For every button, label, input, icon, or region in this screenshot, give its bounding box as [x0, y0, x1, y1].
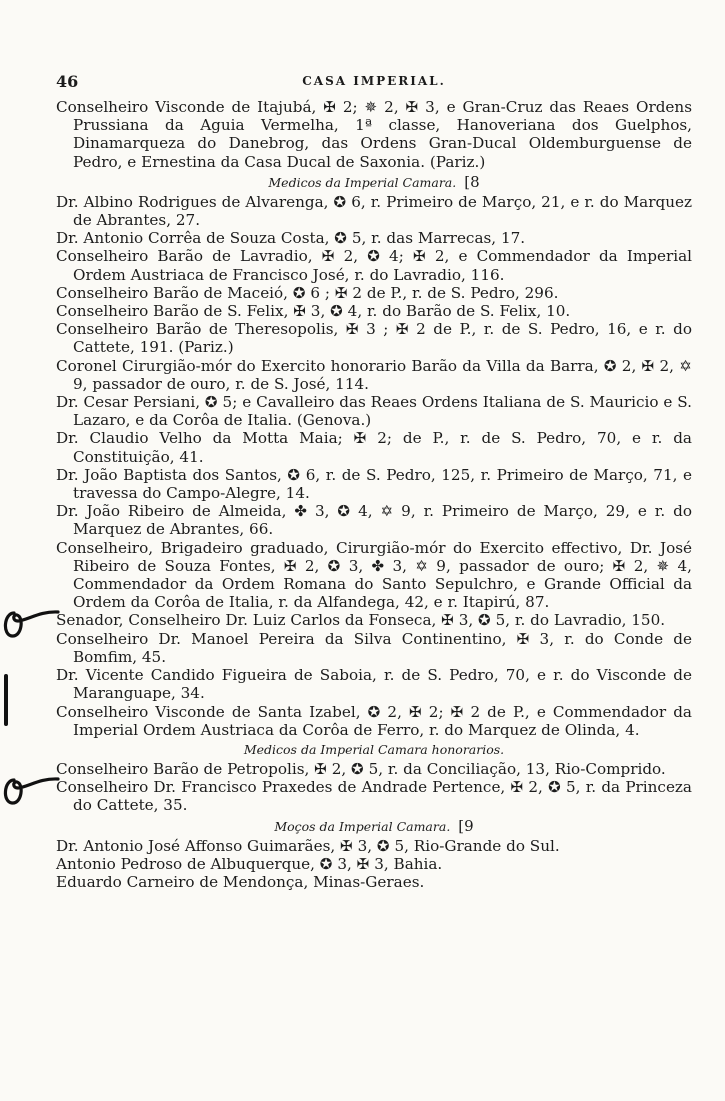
section-title: Medicos da Imperial Camara honorarios. — [243, 741, 505, 757]
entry: Conselheiro Visconde de Santa Izabel, ✪ 2, ✠ 2; ✠ 2 de P., e Commendador da Imperial Ordem Austriaca da Corôa de Ferro, r. do Marquez de Olinda, 4. — [56, 702, 692, 739]
page-number: 46 — [56, 72, 79, 91]
section-count: [9 — [458, 816, 474, 835]
entry: Dr. Cesar Persiani, ✪ 5; e Cavalleiro das Reaes Ordens Italiana de S. Mauricio e S. Lazaro, e da Corôa de Italia. (Genova.) — [56, 393, 692, 430]
entry-text: Conselheiro Dr. Francisco Praxedes de Andrade Pertence, ✠ 2, ✪ 5, r. da Princeza do Cattete, 35. — [56, 778, 692, 815]
entry-marked — [56, 778, 692, 814]
entry — [56, 666, 692, 702]
document-page — [56, 72, 692, 891]
entry: Conselheiro Barão de Theresopolis, ✠ 3 ; ✠ 2 de P., r. de S. Pedro, 16, e r. do Cattete, 191. (Pariz.) — [56, 320, 692, 357]
entry: Eduardo Carneiro de Mendonça, Minas-Geraes. — [56, 872, 425, 891]
page-header — [56, 72, 692, 98]
entry: Dr. João Ribeiro de Almeida, ✤ 3, ✪ 4, ✡ 9, r. Primeiro de Março, 29, e r. do Marquez de Abrantes, 66. — [56, 502, 692, 539]
entry: Dr. Albino Rodrigues de Alvarenga, ✪ 6, r. Primeiro de Março, 21, e r. do Marquez de Abrantes, 27. — [56, 192, 692, 230]
entry-visconde-itajuba: Conselheiro Visconde de Itajubá, ✠ 2; ✵ 2, ✠ 3, e Gran-Cruz das Reaes Ordens Prussiana da Aguia Vermelha, 1ª classe, Hanoveriana dos Guelphos, Dinamarqueza do Danebrog, das Ordens Gran-Ducal Oldemburguense de Pedro, e Ernestina da Casa Ducal de Saxonia. (Pariz.) — [56, 98, 692, 171]
entry-text: Dr. Vicente Candido Figueira de Saboia, r. de S. Pedro, 70, e r. do Visconde de Maranguape, 34. — [56, 666, 692, 703]
entry: Dr. Claudio Velho da Motta Maia; ✠ 2; de P., r. de S. Pedro, 70, e r. da Constituição, 41. — [56, 429, 692, 466]
section-heading-medicos — [56, 173, 692, 192]
entry: Dr. Antonio Corrêa de Souza Costa, ✪ 5, r. das Marrecas, 17. — [56, 229, 526, 248]
section-count: [8 — [464, 172, 480, 191]
section-heading-honorarios — [56, 741, 692, 759]
entry: Conselheiro Barão de Lavradio, ✠ 2, ✪ 4; ✠ 2, e Commendador da Imperial Ordem Austriaca de Francisco José, r. do Lavradio, 116. — [56, 247, 692, 284]
section-title: Moços da Imperial Camara. — [274, 818, 451, 834]
entry: Dr. Antonio José Affonso Guimarães, ✠ 3, ✪ 5, Rio-Grande do Sul. — [56, 836, 560, 855]
running-title: CASA IMPERIAL. — [302, 74, 446, 88]
entry: Dr. João Baptista dos Santos, ✪ 6, r. de S. Pedro, 125, r. Primeiro de Março, 71, e travessa do Campo-Alegre, 14. — [56, 465, 692, 503]
entry: Antonio Pedroso de Albuquerque, ✪ 3, ✠ 3, Bahia. — [56, 854, 443, 873]
entry: Conselheiro, Brigadeiro graduado, Cirurgião-mór do Exercito effectivo, Dr. José Ribeiro de Souza Fontes, ✠ 2, ✪ 3, ✤ 3, ✡ 9, passador de ouro; ✠ 2, ✵ 4, Commendador da Ordem Romana do Santo Sepulchro, e Grande Official da Ordem da Corôa de Italia, r. da Alfandega, 42, e r. Itapirú, 87. — [56, 538, 692, 612]
section-title: Medicos da Imperial Camara. — [268, 174, 457, 190]
entry: Conselheiro Barão de S. Felix, ✠ 3, ✪ 4, r. do Barão de S. Felix, 10. — [56, 302, 571, 321]
entry: Coronel Cirurgião-mór do Exercito honorario Barão da Villa da Barra, ✪ 2, ✠ 2, ✡ 9, passador de ouro, r. de S. José, 114. — [56, 356, 692, 393]
entry-text: Senador, Conselheiro Dr. Luiz Carlos da Fonseca, ✠ 3, ✪ 5, r. do Lavradio, 150. — [56, 611, 666, 630]
section-heading-mocos — [56, 817, 692, 836]
handwritten-circle-mark-icon — [0, 774, 60, 808]
entry-marked — [56, 611, 692, 629]
entry: Conselheiro Dr. Manoel Pereira da Silva Continentino, ✠ 3, r. do Conde de Bomfim, 45. — [56, 629, 692, 666]
entry: Conselheiro Barão de Maceió, ✪ 6 ; ✠ 2 de P., r. de S. Pedro, 296. — [56, 283, 559, 302]
margin-line-mark-icon — [2, 674, 10, 726]
handwritten-circle-mark-icon — [0, 607, 60, 641]
entry: Conselheiro Barão de Petropolis, ✠ 2, ✪ 5, r. da Conciliação, 13, Rio-Comprido. — [56, 759, 666, 778]
